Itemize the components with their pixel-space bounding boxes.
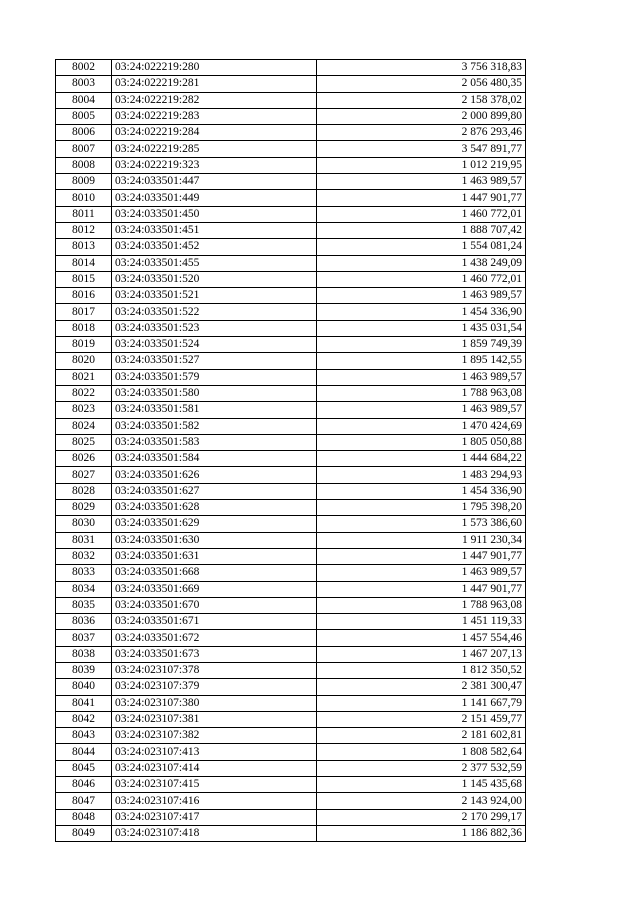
table-row — [56, 565, 526, 581]
cadastral-value-cell: 1 888 707,42 — [317, 222, 526, 238]
table-row — [56, 516, 526, 532]
cadastral-value-cell: 1 447 901,77 — [317, 190, 526, 206]
table-row — [56, 451, 526, 467]
table-row — [56, 614, 526, 630]
row-number-cell: 8012 — [56, 222, 112, 238]
cadastral-number-cell: 03:24:033501:629 — [112, 516, 317, 532]
cadastral-number-cell: 03:24:033501:626 — [112, 467, 317, 483]
cadastral-value-cell: 1 788 963,08 — [317, 597, 526, 613]
table-row — [56, 581, 526, 597]
table-row — [56, 467, 526, 483]
cadastral-number-cell: 03:24:033501:455 — [112, 255, 317, 271]
cadastral-value-cell: 2 056 480,35 — [317, 76, 526, 92]
row-number-cell: 8026 — [56, 451, 112, 467]
table-row — [56, 304, 526, 320]
cadastral-value-cell: 1 454 336,90 — [317, 304, 526, 320]
cadastral-value-cell: 1 460 772,01 — [317, 206, 526, 222]
table-row — [56, 483, 526, 499]
cadastral-value-table — [55, 59, 526, 842]
table-row — [56, 711, 526, 727]
cadastral-number-cell: 03:24:033501:521 — [112, 288, 317, 304]
table-row — [56, 174, 526, 190]
row-number-cell: 8027 — [56, 467, 112, 483]
table-row — [56, 141, 526, 157]
cadastral-value-cell: 1 463 989,57 — [317, 369, 526, 385]
table-row — [56, 630, 526, 646]
cadastral-number-cell: 03:24:023107:417 — [112, 809, 317, 825]
row-number-cell: 8032 — [56, 548, 112, 564]
table-row — [56, 320, 526, 336]
cadastral-number-cell: 03:24:033501:451 — [112, 222, 317, 238]
cadastral-number-cell: 03:24:023107:380 — [112, 695, 317, 711]
cadastral-value-cell: 1 454 336,90 — [317, 483, 526, 499]
row-number-cell: 8024 — [56, 418, 112, 434]
table-row — [56, 108, 526, 124]
cadastral-number-cell: 03:24:033501:630 — [112, 532, 317, 548]
row-number-cell: 8042 — [56, 711, 112, 727]
table-row — [56, 288, 526, 304]
cadastral-value-cell: 2 151 459,77 — [317, 711, 526, 727]
cadastral-number-cell: 03:24:033501:670 — [112, 597, 317, 613]
cadastral-number-cell: 03:24:022219:280 — [112, 60, 317, 76]
row-number-cell: 8019 — [56, 337, 112, 353]
cadastral-value-cell: 1 795 398,20 — [317, 500, 526, 516]
table-row — [56, 402, 526, 418]
cadastral-number-cell: 03:24:033501:671 — [112, 614, 317, 630]
cadastral-number-cell: 03:24:023107:378 — [112, 662, 317, 678]
row-number-cell: 8047 — [56, 793, 112, 809]
cadastral-value-cell: 1 460 772,01 — [317, 271, 526, 287]
table-row — [56, 793, 526, 809]
table-row — [56, 255, 526, 271]
cadastral-value-cell: 2 381 300,47 — [317, 679, 526, 695]
table-row — [56, 744, 526, 760]
cadastral-value-cell: 1 145 435,68 — [317, 777, 526, 793]
cadastral-value-cell: 1 463 989,57 — [317, 174, 526, 190]
cadastral-number-cell: 03:24:033501:452 — [112, 239, 317, 255]
row-number-cell: 8049 — [56, 825, 112, 841]
row-number-cell: 8011 — [56, 206, 112, 222]
row-number-cell: 8021 — [56, 369, 112, 385]
row-number-cell: 8028 — [56, 483, 112, 499]
cadastral-number-cell: 03:24:022219:323 — [112, 157, 317, 173]
cadastral-value-cell: 2 158 378,02 — [317, 92, 526, 108]
table-row — [56, 809, 526, 825]
cadastral-number-cell: 03:24:023107:379 — [112, 679, 317, 695]
row-number-cell: 8003 — [56, 76, 112, 92]
row-number-cell: 8040 — [56, 679, 112, 695]
cadastral-value-cell: 2 181 602,81 — [317, 728, 526, 744]
cadastral-value-cell: 1 435 031,54 — [317, 320, 526, 336]
cadastral-value-cell: 2 377 532,59 — [317, 760, 526, 776]
cadastral-number-cell: 03:24:023107:416 — [112, 793, 317, 809]
cadastral-number-cell: 03:24:023107:415 — [112, 777, 317, 793]
cadastral-number-cell: 03:24:023107:382 — [112, 728, 317, 744]
table-row — [56, 548, 526, 564]
row-number-cell: 8029 — [56, 500, 112, 516]
cadastral-number-cell: 03:24:033501:450 — [112, 206, 317, 222]
row-number-cell: 8009 — [56, 174, 112, 190]
table-row — [56, 353, 526, 369]
row-number-cell: 8041 — [56, 695, 112, 711]
cadastral-value-cell: 1 554 081,24 — [317, 239, 526, 255]
cadastral-number-cell: 03:24:022219:285 — [112, 141, 317, 157]
cadastral-value-cell: 1 788 963,08 — [317, 385, 526, 401]
cadastral-value-cell: 1 895 142,55 — [317, 353, 526, 369]
row-number-cell: 8036 — [56, 614, 112, 630]
table-body — [56, 60, 526, 842]
table-row — [56, 825, 526, 841]
cadastral-number-cell: 03:24:022219:282 — [112, 92, 317, 108]
row-number-cell: 8043 — [56, 728, 112, 744]
table-row — [56, 646, 526, 662]
cadastral-value-cell: 1 463 989,57 — [317, 402, 526, 418]
cadastral-number-cell: 03:24:022219:281 — [112, 76, 317, 92]
row-number-cell: 8035 — [56, 597, 112, 613]
table-row — [56, 190, 526, 206]
row-number-cell: 8023 — [56, 402, 112, 418]
cadastral-number-cell: 03:24:033501:583 — [112, 434, 317, 450]
row-number-cell: 8044 — [56, 744, 112, 760]
row-number-cell: 8016 — [56, 288, 112, 304]
cadastral-value-cell: 2 000 899,80 — [317, 108, 526, 124]
cadastral-number-cell: 03:24:033501:582 — [112, 418, 317, 434]
cadastral-number-cell: 03:24:033501:584 — [112, 451, 317, 467]
row-number-cell: 8015 — [56, 271, 112, 287]
cadastral-number-cell: 03:24:033501:669 — [112, 581, 317, 597]
cadastral-number-cell: 03:24:023107:381 — [112, 711, 317, 727]
table-row — [56, 157, 526, 173]
cadastral-number-cell: 03:24:033501:627 — [112, 483, 317, 499]
cadastral-value-cell: 1 463 989,57 — [317, 288, 526, 304]
cadastral-value-cell: 1 457 554,46 — [317, 630, 526, 646]
cadastral-value-cell: 1 447 901,77 — [317, 581, 526, 597]
cadastral-value-cell: 3 547 891,77 — [317, 141, 526, 157]
table-row — [56, 60, 526, 76]
table-row — [56, 662, 526, 678]
cadastral-number-cell: 03:24:033501:668 — [112, 565, 317, 581]
row-number-cell: 8002 — [56, 60, 112, 76]
table-row — [56, 337, 526, 353]
table-row — [56, 369, 526, 385]
cadastral-number-cell: 03:24:033501:447 — [112, 174, 317, 190]
cadastral-value-cell: 1 438 249,09 — [317, 255, 526, 271]
row-number-cell: 8017 — [56, 304, 112, 320]
cadastral-number-cell: 03:24:033501:580 — [112, 385, 317, 401]
cadastral-value-cell: 1 451 119,33 — [317, 614, 526, 630]
cadastral-number-cell: 03:24:023107:418 — [112, 825, 317, 841]
row-number-cell: 8038 — [56, 646, 112, 662]
row-number-cell: 8005 — [56, 108, 112, 124]
cadastral-value-cell: 1 808 582,64 — [317, 744, 526, 760]
cadastral-value-cell: 1 911 230,34 — [317, 532, 526, 548]
table-row — [56, 418, 526, 434]
row-number-cell: 8004 — [56, 92, 112, 108]
cadastral-number-cell: 03:24:022219:283 — [112, 108, 317, 124]
cadastral-value-cell: 1 573 386,60 — [317, 516, 526, 532]
table-row — [56, 222, 526, 238]
row-number-cell: 8037 — [56, 630, 112, 646]
table-row — [56, 239, 526, 255]
cadastral-number-cell: 03:24:033501:672 — [112, 630, 317, 646]
row-number-cell: 8008 — [56, 157, 112, 173]
cadastral-value-cell: 2 876 293,46 — [317, 125, 526, 141]
row-number-cell: 8013 — [56, 239, 112, 255]
row-number-cell: 8022 — [56, 385, 112, 401]
document-page — [55, 59, 526, 842]
table-row — [56, 76, 526, 92]
row-number-cell: 8010 — [56, 190, 112, 206]
cadastral-value-cell: 1 467 207,13 — [317, 646, 526, 662]
row-number-cell: 8007 — [56, 141, 112, 157]
row-number-cell: 8025 — [56, 434, 112, 450]
cadastral-value-cell: 2 143 924,00 — [317, 793, 526, 809]
cadastral-number-cell: 03:24:033501:523 — [112, 320, 317, 336]
table-row — [56, 728, 526, 744]
cadastral-value-cell: 1 444 684,22 — [317, 451, 526, 467]
row-number-cell: 8018 — [56, 320, 112, 336]
cadastral-value-cell: 1 447 901,77 — [317, 548, 526, 564]
table-row — [56, 500, 526, 516]
table-row — [56, 760, 526, 776]
table-row — [56, 679, 526, 695]
table-row — [56, 271, 526, 287]
cadastral-value-cell: 2 170 299,17 — [317, 809, 526, 825]
cadastral-number-cell: 03:24:033501:579 — [112, 369, 317, 385]
table-row — [56, 385, 526, 401]
cadastral-number-cell: 03:24:033501:522 — [112, 304, 317, 320]
cadastral-value-cell: 1 186 882,36 — [317, 825, 526, 841]
cadastral-value-cell: 1 812 350,52 — [317, 662, 526, 678]
table-row — [56, 777, 526, 793]
row-number-cell: 8048 — [56, 809, 112, 825]
cadastral-number-cell: 03:24:033501:527 — [112, 353, 317, 369]
cadastral-value-cell: 3 756 318,83 — [317, 60, 526, 76]
row-number-cell: 8034 — [56, 581, 112, 597]
cadastral-number-cell: 03:24:022219:284 — [112, 125, 317, 141]
row-number-cell: 8046 — [56, 777, 112, 793]
table-row — [56, 125, 526, 141]
table-row — [56, 532, 526, 548]
row-number-cell: 8020 — [56, 353, 112, 369]
cadastral-number-cell: 03:24:033501:631 — [112, 548, 317, 564]
table-row — [56, 695, 526, 711]
cadastral-number-cell: 03:24:033501:449 — [112, 190, 317, 206]
row-number-cell: 8045 — [56, 760, 112, 776]
cadastral-number-cell: 03:24:033501:581 — [112, 402, 317, 418]
cadastral-value-cell: 1 470 424,69 — [317, 418, 526, 434]
row-number-cell: 8030 — [56, 516, 112, 532]
table-row — [56, 597, 526, 613]
cadastral-number-cell: 03:24:033501:673 — [112, 646, 317, 662]
cadastral-number-cell: 03:24:033501:524 — [112, 337, 317, 353]
table-row — [56, 206, 526, 222]
cadastral-value-cell: 1 859 749,39 — [317, 337, 526, 353]
cadastral-value-cell: 1 463 989,57 — [317, 565, 526, 581]
row-number-cell: 8039 — [56, 662, 112, 678]
table-row — [56, 92, 526, 108]
cadastral-number-cell: 03:24:033501:628 — [112, 500, 317, 516]
cadastral-number-cell: 03:24:023107:414 — [112, 760, 317, 776]
cadastral-value-cell: 1 483 294,93 — [317, 467, 526, 483]
cadastral-value-cell: 1 012 219,95 — [317, 157, 526, 173]
row-number-cell: 8006 — [56, 125, 112, 141]
row-number-cell: 8031 — [56, 532, 112, 548]
table-row — [56, 434, 526, 450]
cadastral-number-cell: 03:24:033501:520 — [112, 271, 317, 287]
cadastral-number-cell: 03:24:023107:413 — [112, 744, 317, 760]
cadastral-value-cell: 1 805 050,88 — [317, 434, 526, 450]
row-number-cell: 8033 — [56, 565, 112, 581]
cadastral-value-cell: 1 141 667,79 — [317, 695, 526, 711]
row-number-cell: 8014 — [56, 255, 112, 271]
